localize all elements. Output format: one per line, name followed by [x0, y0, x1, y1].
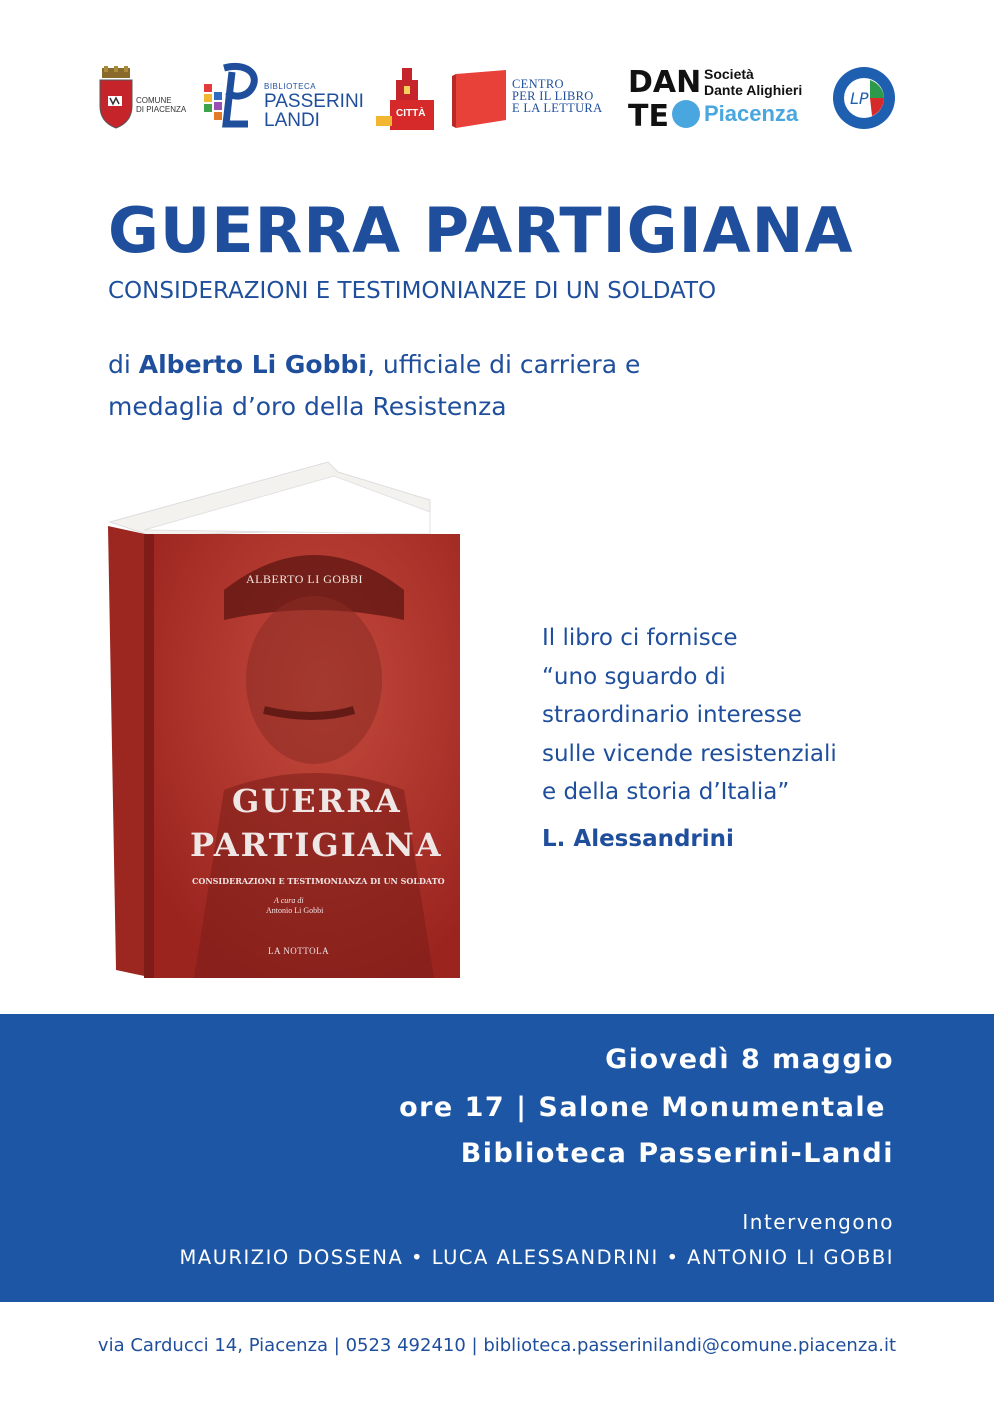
author-suffix: , ufficiale di carriera e [366, 350, 641, 379]
logo-comune-piacenza [98, 66, 188, 130]
quote-author: L. Alessandrini [542, 826, 734, 852]
lp-text: LP [850, 89, 869, 108]
dante-line2: Dante Alighieri [704, 82, 803, 98]
cover-title-2: PARTIGIANA [190, 826, 443, 864]
centro-line1: CENTRO [512, 77, 564, 91]
passerini-line2: LANDI [264, 110, 320, 131]
author-prefix: di [108, 350, 139, 379]
dante-mark-top: DAN [628, 65, 702, 100]
main-title: GUERRA PARTIGIANA [108, 194, 854, 267]
cover-subtitle: CONSIDERAZIONI E TESTIMONIANZA DI UN SOLDATO [192, 876, 445, 886]
comune-text-1: COMUNE [136, 96, 172, 105]
liberali-piacentini-icon [832, 66, 896, 130]
event-time-place: ore 17 | Salone Monumentale [399, 1092, 886, 1123]
cover-publisher: LA NOTTOLA [268, 946, 330, 956]
speakers-label: Intervengono [742, 1210, 894, 1234]
event-info-band [0, 1014, 994, 1302]
passerini-line1: PASSERINI [264, 91, 364, 112]
passerini-small-label: BIBLIOTECA [264, 82, 317, 91]
cover-author: ALBERTO LI GOBBI [246, 572, 364, 586]
dante-mark-bottom: TE [628, 99, 669, 134]
author-line [108, 344, 908, 428]
footer-contact: via Carducci 14, Piacenza | 0523 492410 | biblioteca.passerinilandi@comune.piacenza.it [97, 1335, 897, 1356]
dante-line1: Società [704, 66, 754, 82]
subtitle: CONSIDERAZIONI E TESTIMONIANZE DI UN SOLDATO [108, 278, 717, 304]
event-venue: Biblioteca Passerini-Landi [460, 1138, 894, 1169]
logo-societa-dante-alighieri [628, 62, 828, 134]
cover-curator-name: Antonio Li Gobbi [266, 906, 324, 915]
dante-line3: Piacenza [704, 101, 799, 126]
quote-block [542, 619, 922, 812]
coat-of-arms-icon [98, 66, 134, 130]
logo-liberali-piacentini [832, 66, 896, 130]
author-line2: medaglia d’oro della Resistenza [108, 392, 507, 421]
citta-che-legge-icon [376, 66, 440, 132]
book-image [104, 460, 470, 990]
cover-title-1: GUERRA [232, 782, 402, 820]
centro-line2: PER IL LIBRO [512, 89, 594, 103]
event-date: Giovedì 8 maggio [605, 1044, 894, 1075]
quote-line: Il libro ci fornisce [542, 625, 738, 651]
dante-mark-icon [628, 62, 702, 134]
centro-libro-book-icon [452, 68, 508, 130]
quote-line: “uno sguardo di [542, 663, 726, 690]
cover-curator-label: A cura di [274, 896, 304, 905]
centro-line3: E LA LETTURA [512, 101, 603, 115]
speakers-list: MAURIZIO DOSSENA • LUCA ALESSANDRINI • ANTONIO LI GOBBI [179, 1246, 894, 1269]
quote-line: sulle vicende resistenziali [542, 740, 837, 767]
citta-text: CITTÀ [396, 108, 426, 119]
quote-line: e della storia d’Italia” [542, 779, 790, 805]
author-name: Alberto Li Gobbi [138, 350, 367, 379]
logo-centro-per-il-libro [452, 68, 622, 130]
logo-citta-che-legge [376, 66, 440, 132]
logo-bar [98, 62, 898, 134]
logo-biblioteca-passerini-landi [202, 62, 367, 132]
comune-text-2: DI PIACENZA [136, 105, 187, 114]
quote-line: straordinario interesse [542, 702, 802, 728]
passerini-landi-mark-icon [202, 62, 262, 132]
